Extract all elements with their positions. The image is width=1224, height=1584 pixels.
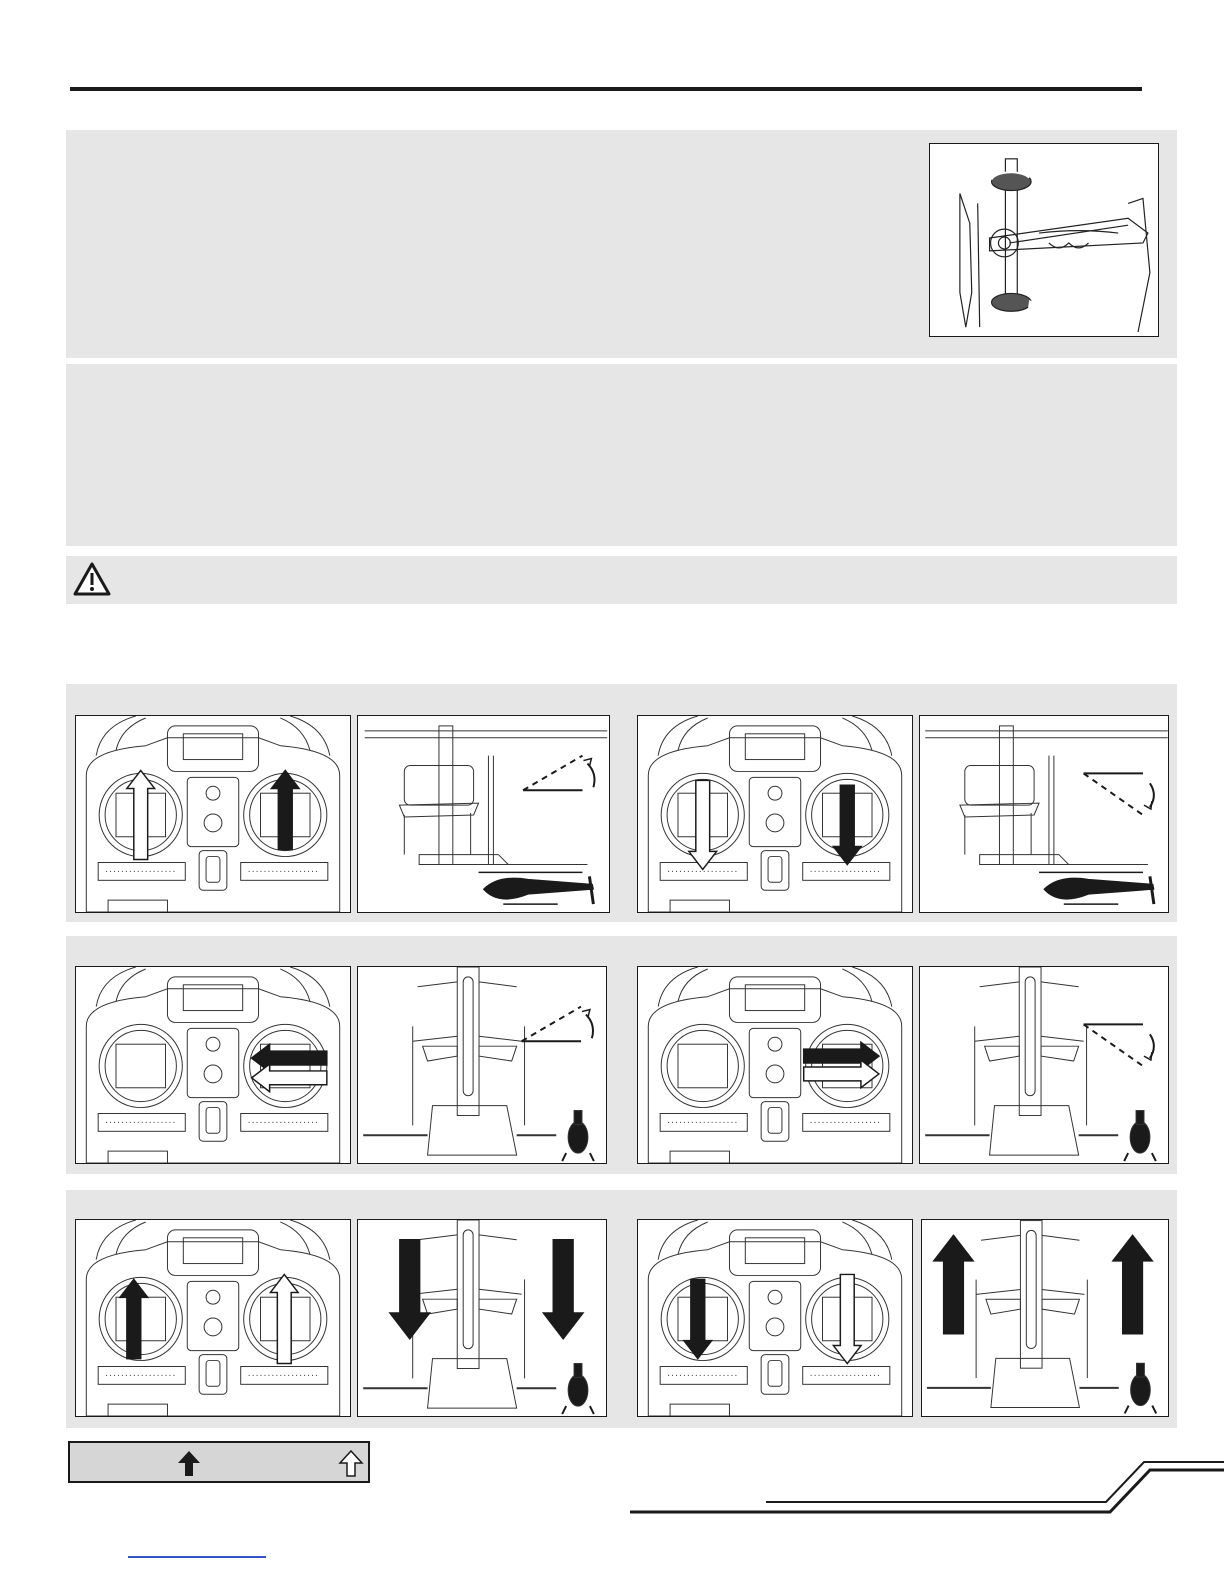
swashplate-elevator-up bbox=[357, 715, 610, 913]
rotor-head-drawing bbox=[920, 716, 1168, 912]
left-stick-outline-arrow-down bbox=[689, 780, 717, 869]
swashplate-elevator-down bbox=[919, 715, 1169, 913]
right-stick-outline-arrow-up bbox=[270, 1274, 298, 1363]
transmitter-collective-down bbox=[637, 1219, 913, 1417]
transmitter-elevator-down bbox=[637, 715, 913, 913]
warning-triangle-icon bbox=[72, 561, 112, 597]
right-stick-solid-arrow-up bbox=[271, 770, 299, 849]
swashplate-collective-up bbox=[921, 1219, 1169, 1417]
solid-arrow-up-icon bbox=[174, 1449, 204, 1477]
link-underline[interactable] bbox=[128, 1556, 266, 1558]
transmitter-drawing bbox=[76, 1220, 350, 1416]
tilt-indicator bbox=[523, 756, 594, 791]
swashplate-aileron-right bbox=[919, 966, 1169, 1164]
transmitter-aileron-right bbox=[637, 966, 913, 1164]
outline-arrow-up-icon bbox=[336, 1449, 366, 1477]
swashplate-aileron-left bbox=[357, 966, 607, 1164]
rotor-head-drawing bbox=[358, 967, 606, 1163]
right-stick-outline-arrow-down bbox=[833, 1274, 861, 1363]
rotor-head-drawing bbox=[920, 967, 1168, 1163]
transmitter-drawing bbox=[638, 716, 912, 912]
transmitter-drawing bbox=[76, 967, 350, 1163]
transmitter-drawing bbox=[638, 1220, 912, 1416]
rotor-head-drawing bbox=[358, 1220, 606, 1416]
transmitter-aileron-left bbox=[75, 966, 351, 1164]
tilt-indicator bbox=[1084, 1024, 1154, 1066]
tail-rotor-illustration bbox=[929, 143, 1159, 337]
transmitter-drawing bbox=[638, 967, 912, 1163]
footer-decoration bbox=[630, 1460, 1224, 1520]
tilt-indicator bbox=[522, 1007, 593, 1042]
collective-solid-arrow-up-left bbox=[934, 1235, 973, 1333]
transmitter-elevator-up bbox=[75, 715, 351, 913]
right-stick-solid-arrow-down bbox=[833, 785, 861, 864]
collective-solid-arrow-up-right bbox=[1113, 1235, 1152, 1333]
collective-solid-arrow-down-right bbox=[543, 1240, 583, 1339]
transmitter-drawing bbox=[76, 716, 350, 912]
header-rule bbox=[70, 87, 1142, 91]
swashplate-collective-down bbox=[357, 1219, 607, 1417]
arrow-legend bbox=[68, 1441, 370, 1483]
left-stick-solid-arrow-up bbox=[120, 1279, 148, 1358]
warning-bar bbox=[66, 556, 1177, 604]
transmitter-collective-up bbox=[75, 1219, 351, 1417]
left-stick-solid-arrow-down bbox=[684, 1279, 712, 1358]
left-stick-outline-arrow-up bbox=[127, 770, 155, 859]
text-section bbox=[66, 364, 1177, 546]
right-stick-solid-arrow-left bbox=[252, 1044, 327, 1072]
tilt-indicator bbox=[1084, 773, 1154, 815]
rotor-head-drawing bbox=[358, 716, 609, 912]
rotor-head-drawing bbox=[922, 1220, 1168, 1416]
collective-solid-arrow-down-left bbox=[390, 1240, 430, 1339]
